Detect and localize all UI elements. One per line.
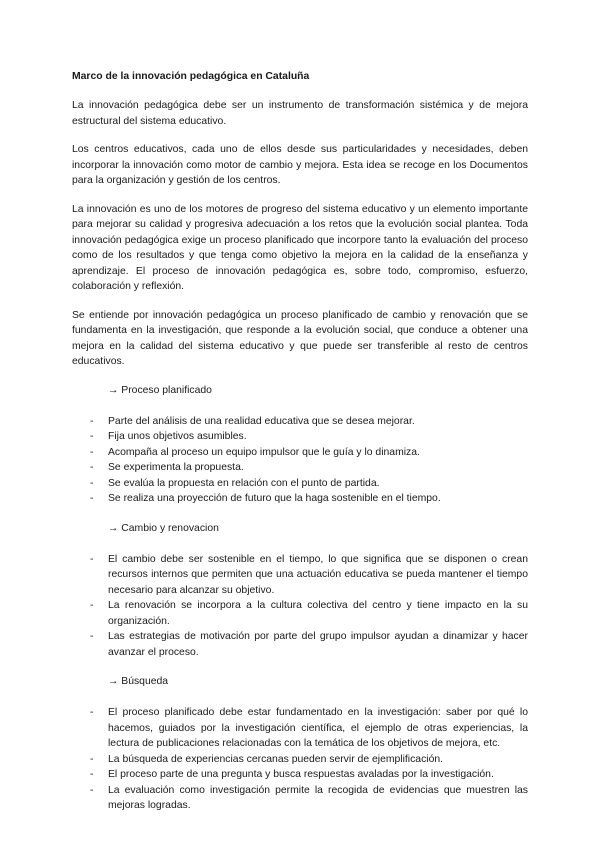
paragraph: La innovación pedagógica debe ser un instrumento de transformación sistémica y de mejora estructural del sistema educativo. xyxy=(72,100,528,127)
dash-bullet: - xyxy=(90,446,94,458)
document-title: Marco de la innovación pedagógica en Cataluña xyxy=(72,71,310,82)
dash-bullet: - xyxy=(90,553,94,565)
list-item-text: Se evalúa la propuesta en relación con el punto de partida. xyxy=(108,477,380,489)
list-item-text: Acompaña al proceso un equipo impulsor que le guía y lo dinamiza. xyxy=(108,446,420,458)
list-item-text: El proceso planificado debe estar fundamentado en la investigación: saber por qué lo hacemos, guiados por la investigación científica, el ejemplo de otras experiencias, la lectura de publicaciones relacionadas con la temática de los objetivos de mejora, etc. xyxy=(108,707,528,749)
list-item xyxy=(72,414,528,430)
dash-bullet: - xyxy=(90,477,94,489)
list-item-text: Se realiza una proyección de futuro que la haga sostenible en el tiempo. xyxy=(108,493,441,504)
list-item xyxy=(72,783,528,814)
section-heading: → Proceso planificado xyxy=(108,384,212,396)
bullet-list xyxy=(72,552,528,661)
dash-bullet: - xyxy=(90,431,94,442)
dash-bullet: - xyxy=(90,784,94,796)
list-item xyxy=(72,445,528,461)
list-item-text: Las estrategias de motivación por parte del grupo impulsor ayudan a dinamizar y hacer avanzar el proceso. xyxy=(108,631,528,658)
list-item-text: La evaluación como investigación permite la recogida de evidencias que muestren las mejoras logradas. xyxy=(108,784,528,811)
dash-bullet: - xyxy=(90,631,94,642)
list-item-text: Fija unos objetivos asumibles. xyxy=(108,431,247,442)
bullet-list xyxy=(72,705,528,814)
list-item xyxy=(72,629,528,660)
list-item-text: La búsqueda de experiencias cercanas pueden servir de ejemplificación. xyxy=(108,753,444,765)
list-item xyxy=(72,460,528,476)
list-item xyxy=(72,705,528,752)
dash-bullet: - xyxy=(90,600,94,611)
dash-bullet: - xyxy=(90,753,94,765)
paragraph: Se entiende por innovación pedagógica un proceso planificado de cambio y renovación que se fundamenta en la investigación, que responde a la evolución social, que conduce a obtener una mejora en la calidad del sistema educativo y que puede ser transferible al resto de centros educativos. xyxy=(72,309,528,367)
list-item-text: Se experimenta la propuesta. xyxy=(108,462,244,473)
dash-bullet: - xyxy=(90,415,94,427)
document-page xyxy=(72,70,528,828)
list-item-text: Parte del análisis de una realidad educativa que se desea mejorar. xyxy=(108,415,415,427)
dash-bullet: - xyxy=(90,462,94,473)
dash-bullet: - xyxy=(90,493,94,504)
list-item xyxy=(72,598,528,629)
section-heading: → Cambio y renovacion xyxy=(108,522,219,534)
section-heading: → Búsqueda xyxy=(108,676,169,687)
list-item-text: El proceso parte de una pregunta y busca respuestas avaladas por la investigación. xyxy=(108,769,494,780)
bullet-list xyxy=(72,414,528,507)
paragraph: Los centros educativos, cada uno de ellos desde sus particularidades y necesidades, deben incorporar la innovación como motor de cambio y mejora. Esta idea se recoge en los Documentos para la organización y gestión de los centros. xyxy=(72,144,528,186)
paragraph: La innovación es uno de los motores de progreso del sistema educativo y un elemento importante para mejorar su calidad y progresiva adecuación a los retos que la evolución social plantea. Toda innovación pedagógica exige un proceso planificado que incorpore tanto la evaluación del proceso como de los resultados y que tenga como objetivo la mejora en la calidad de la enseñanza y aprendizaje. El proceso de innovación pedagógica es, sobre todo, compromiso, esfuerzo, colaboración y reflexión. xyxy=(72,203,528,292)
list-item xyxy=(72,476,528,492)
list-item-text: El cambio debe ser sostenible en el tiempo, lo que significa que se disponen o crean recursos internos que permiten que una actuación educativa se pueda mantener el tiempo necesario para alcanzar su objetivo. xyxy=(108,553,528,596)
dash-bullet: - xyxy=(90,707,94,718)
list-item xyxy=(72,552,528,599)
list-item xyxy=(72,491,528,507)
list-item-text: La renovación se incorpora a la cultura colectiva del centro y tiene impacto en la su organización. xyxy=(108,600,528,627)
list-item xyxy=(72,752,528,768)
list-item xyxy=(72,767,528,783)
list-item xyxy=(72,429,528,445)
dash-bullet: - xyxy=(90,769,94,780)
